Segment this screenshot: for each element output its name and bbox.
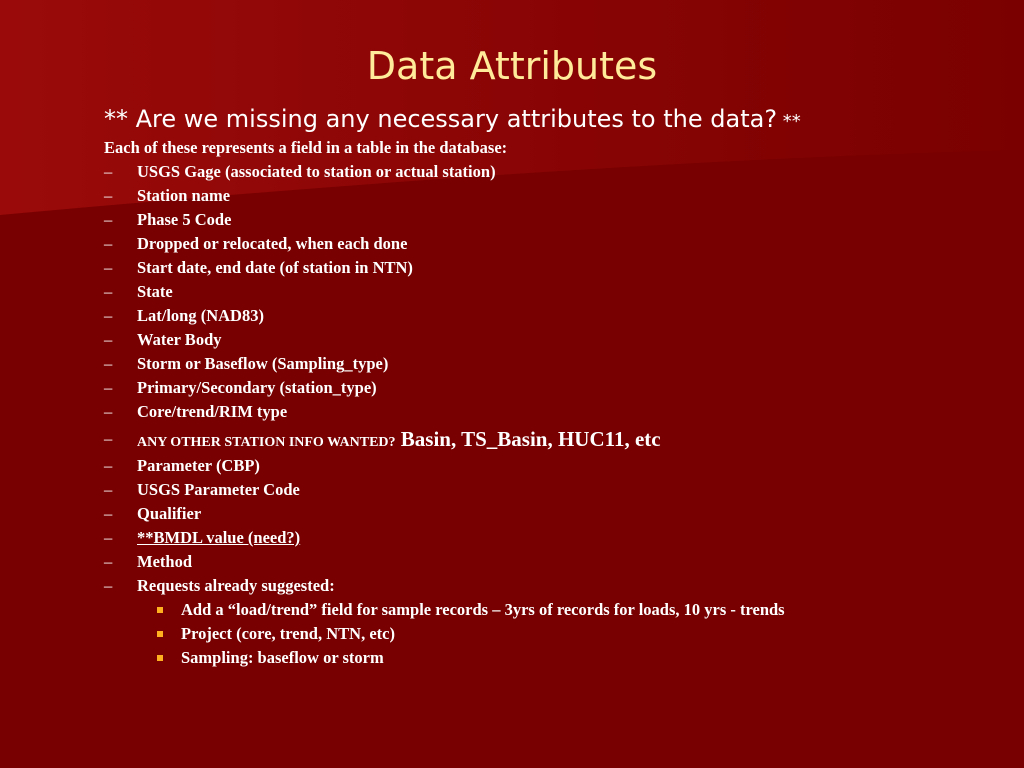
dash-marker: –: [104, 234, 113, 253]
dash-marker: –: [104, 576, 113, 595]
dash-marker: –: [104, 504, 113, 523]
dash-marker: –: [104, 402, 113, 421]
dash-marker: –: [104, 282, 113, 301]
slide: Data Attributes ** Are we missing any necessary attributes to the data? ** Each of these represents a field in a table in the database: – USGS Gage (associated to station or actual station) – Station name – Phase 5 Code – Dropped or relocated, when each done – Start date, end date (of station in NTN) – State – Lat/long (NAD83) – Water Body – Storm or Baseflow (Sampling_type) – Primary/Secondary (station_type) – Core/trend/RIM type – ANY OTHER STATION INFO WANTED? Basin, TS_Basin, HUC11, etc – Parameter (CBP) – USGS Parameter Code – Qualifier – **BMDL value (need?) – Method – Requests already suggested: Add a “load/trend” field for sample records – 3yrs of records for loads, 10 yrs - trends Project (core, trend, NTN, etc) Sampling: baseflow or storm: [0, 0, 1024, 768]
dash-marker: –: [104, 210, 113, 229]
square-bullet-icon: [157, 607, 163, 613]
dash-marker: –: [104, 552, 113, 571]
square-bullet-icon: [157, 655, 163, 661]
dash-marker: –: [104, 528, 113, 547]
dash-marker: –: [104, 354, 113, 373]
dash-marker: –: [104, 162, 113, 181]
dash-marker: –: [104, 306, 113, 325]
slide-subtitle: [104, 102, 801, 139]
dash-marker: –: [104, 456, 113, 475]
other-info-question: ANY OTHER STATION INFO WANTED?: [137, 435, 396, 450]
dash-marker: –: [104, 258, 113, 277]
dash-marker: –: [104, 330, 113, 349]
square-bullet-icon: [157, 631, 163, 637]
subtitle-trailing: **: [777, 111, 801, 132]
other-info-answer: Basin, TS_Basin, HUC11, etc: [395, 427, 661, 451]
dash-marker: –: [104, 186, 113, 205]
dash-marker: –: [104, 429, 113, 448]
bmdl-value-text: **BMDL value (need?): [137, 528, 301, 547]
slide-title: Data Attributes: [366, 44, 658, 88]
intro-text: Each of these represents a field in a table in the database:: [104, 138, 508, 157]
dash-marker: –: [104, 378, 113, 397]
subtitle-main: ** Are we missing any necessary attributes to the data?: [104, 105, 778, 133]
dash-marker: –: [104, 480, 113, 499]
